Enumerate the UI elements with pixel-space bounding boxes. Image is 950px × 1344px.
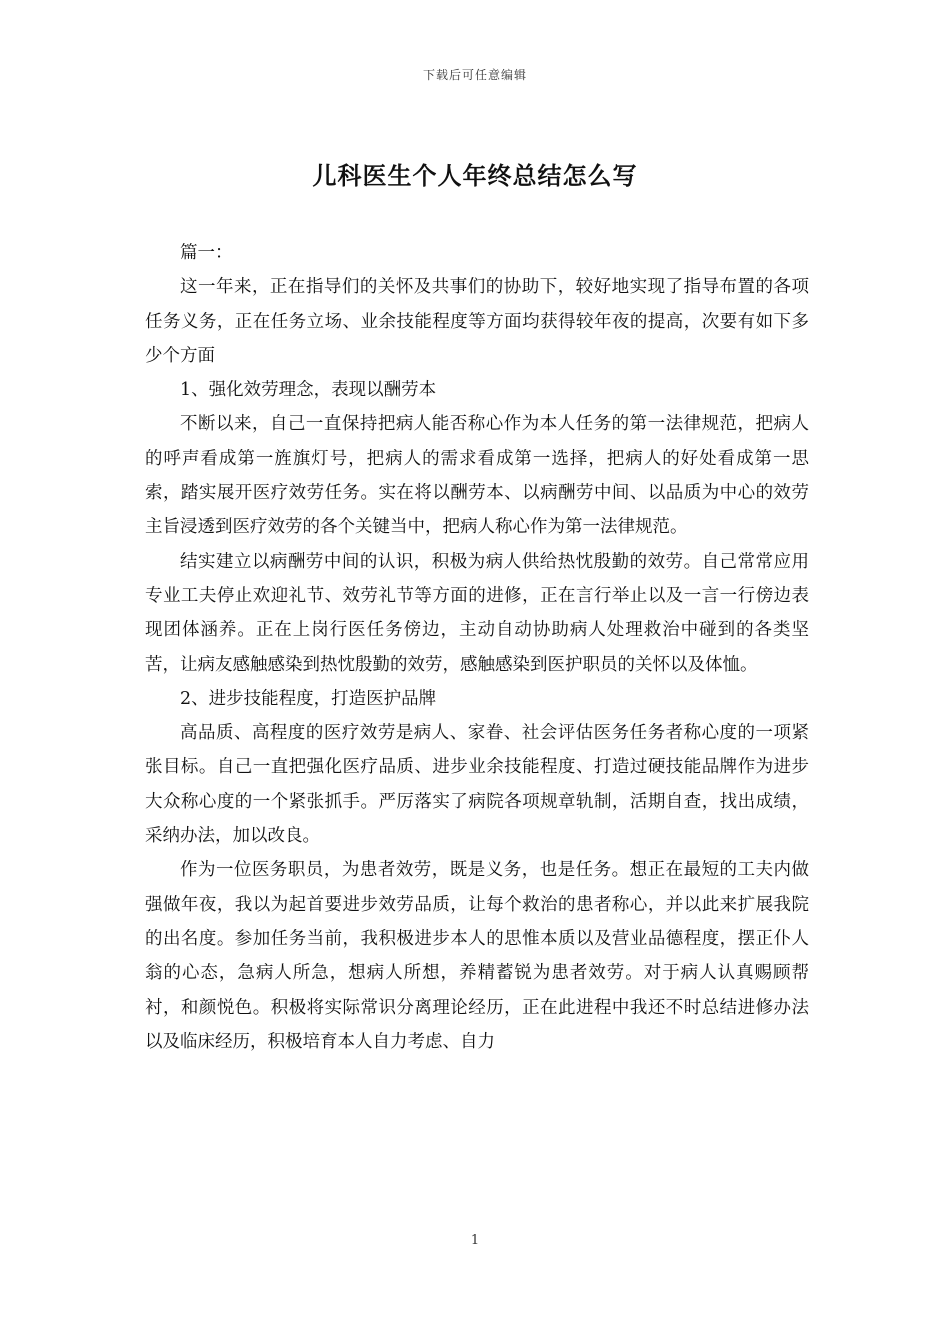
paragraph: 作为一位医务职员，为患者效劳，既是义务，也是任务。想正在最短的工夫内做强做年夜，我以为起首要进步效劳品质，让每个救治的患者称心，并以此来扩展我院的出名度。参加任务当前，我积极进步本人的思惟本质以及营业品德程度，摆正仆人翁的心态，急病人所急，想病人所想，养精蓄锐为患者效劳。对于病人认真赐顾帮衬，和颜悦色。积极将实际常识分离理论经历，正在此进程中我还不时总结进修办法以及临床经历，积极培育本人自力考虑、自力	[145, 860, 809, 1052]
paragraph: 不断以来，自己一直保持把病人能否称心作为本人任务的第一法律规范，把病人的呼声看成第一旌旗灯号，把病人的需求看成第一选择，把病人的好处看成第一思索，踏实展开医疗效劳任务。实在将以酬劳本、以病酬劳中间、以品质为中心的效劳主旨浸透到医疗效劳的各个关键当中，把病人称心作为第一法律规范。	[145, 414, 809, 538]
paragraph: 篇一：	[180, 243, 233, 263]
document-title: 儿科医生个人年终总结怎么写	[312, 161, 638, 190]
section-heading: 2、进步技能程度，打造医护品牌	[180, 688, 437, 709]
paragraph: 结实建立以病酬劳中间的认识，积极为病人供给热忱殷勤的效劳。自己常常应用专业工夫停止欢迎礼节、效劳礼节等方面的进修，正在言行举止以及一言一行傍边表现团体涵养。正在上岗行医任务傍边，主动自动协助病人处理救治中碰到的各类坚苦，让病友感触感染到热忱殷勤的效劳，感触感染到医护职员的关怀以及体恤。	[145, 551, 809, 675]
section-heading: 1、强化效劳理念，表现以酬劳本	[180, 380, 437, 401]
paragraph: 高品质、高程度的医疗效劳是病人、家眷、社会评估医务任务者称心度的一项紧张目标。自己一直把强化医疗品质、进步业余技能程度、打造过硬技能品牌作为进步大众称心度的一个紧张抓手。严厉落实了病院各项规章轨制，活期自查，找出成绩，采纳办法，加以改良。	[145, 723, 809, 847]
document-body	[145, 236, 809, 1059]
page-header: 下载后可任意编辑	[422, 68, 527, 82]
page-number: 1	[470, 1233, 480, 1248]
paragraph: 这一年来，正在指导们的关怀及共事们的协助下，较好地实现了指导布置的各项任务义务，正在任务立场、业余技能程度等方面均获得较年夜的提高，次要有如下多少个方面	[145, 277, 809, 366]
